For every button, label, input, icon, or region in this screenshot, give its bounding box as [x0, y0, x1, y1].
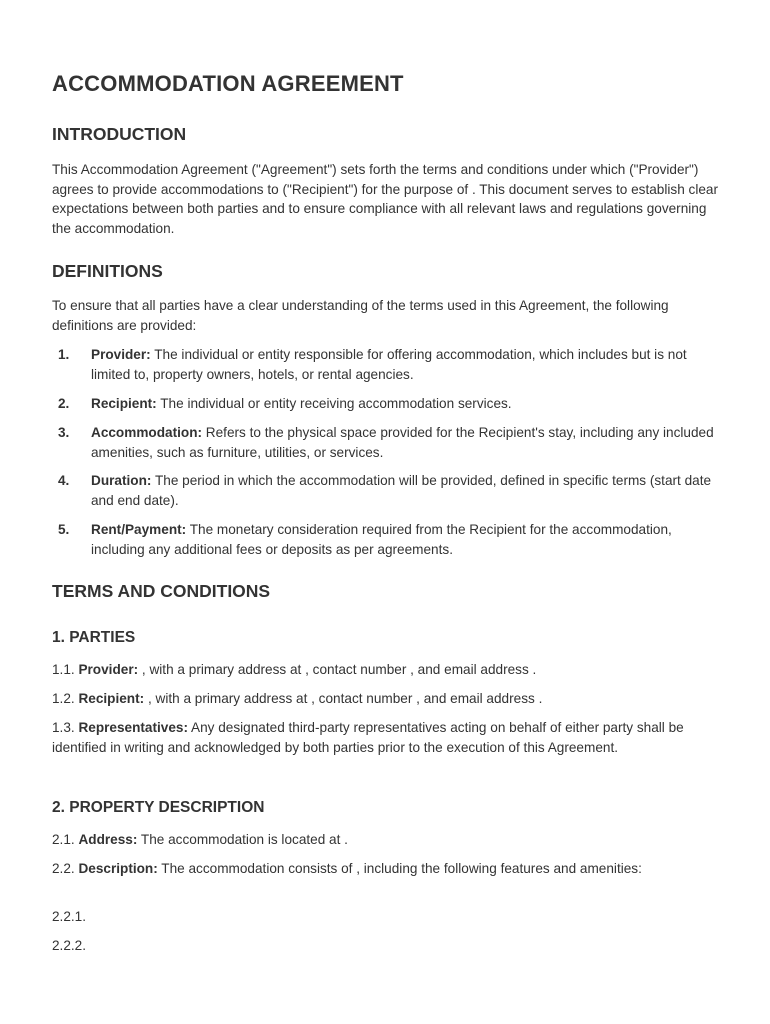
- clause-1-3: 1.3. Representatives: Any designated third-party representatives acting on behalf of either party shall be identified in writing and acknowledged by both parties prior to the execution of this Agreement.: [52, 720, 684, 755]
- list-item-number: 3.: [58, 425, 70, 440]
- property-heading: 2. PROPERTY DESCRIPTION: [52, 799, 265, 816]
- list-item-description: The period in which the accommodation will be provided, defined in specific terms (start date and end date).: [91, 473, 712, 508]
- list-item-term: Accommodation:: [91, 425, 203, 440]
- list-item-text: [91, 394, 716, 414]
- list-item-description: Refers to the physical space provided for the Recipient's stay, including any included amenities, such as furniture, utilities, or services.: [91, 425, 714, 460]
- parties-heading: 1. PARTIES: [52, 629, 136, 646]
- list-item-text: [91, 345, 716, 384]
- list-item-text: [91, 520, 716, 559]
- clause-1-1: 1.1. Provider: , with a primary address at , contact number , and email address .: [52, 662, 537, 677]
- list-item-text: [91, 471, 716, 510]
- list-item-number: 4.: [58, 473, 70, 488]
- clause-2-1: 2.1. Address: The accommodation is located at .: [52, 832, 348, 847]
- list-item-description: The individual or entity responsible for offering accommodation, which includes but is not limited to, property owners, hotels, or rental agencies.: [91, 347, 687, 382]
- terms-heading: TERMS AND CONDITIONS: [52, 581, 271, 601]
- clause-1-2: 1.2. Recipient: , with a primary address at , contact number , and email address .: [52, 691, 543, 706]
- list-item-number: 1.: [58, 347, 70, 362]
- list-item-text: [91, 423, 716, 462]
- list-item-description: The individual or entity receiving accommodation services.: [156, 396, 512, 411]
- subclause-2-2-2: 2.2.2.: [52, 938, 87, 953]
- list-item-description: The monetary consideration required from the Recipient for the accommodation, including any additional fees or deposits as per agreements.: [91, 522, 672, 557]
- clause-2-2: 2.2. Description: The accommodation consists of , including the following features and amenities:: [52, 861, 642, 876]
- list-item-term: Recipient:: [91, 396, 157, 411]
- introduction-heading: INTRODUCTION: [52, 124, 187, 144]
- list-item-number: 5.: [58, 522, 70, 537]
- definitions-heading: DEFINITIONS: [52, 261, 163, 281]
- list-item-term: Rent/Payment:: [91, 522, 187, 537]
- subclause-2-2-1: 2.2.1.: [52, 909, 87, 924]
- introduction-paragraph: This Accommodation Agreement ("Agreement") sets forth the terms and conditions under which ("Provider") agrees to provide accommodations to ("Recipient") for the purpose of . This document serves to establish clear expectations between both parties and to ensure compliance with all relevant laws and regulations governing the accommodation.: [52, 162, 719, 236]
- list-item-term: Provider:: [91, 347, 151, 362]
- document-title: ACCOMMODATION AGREEMENT: [52, 71, 404, 96]
- definitions-intro: To ensure that all parties have a clear understanding of the terms used in this Agreement, the following definitions are provided:: [52, 298, 669, 333]
- list-item-term: Duration:: [91, 473, 152, 488]
- list-item-number: 2.: [58, 396, 70, 411]
